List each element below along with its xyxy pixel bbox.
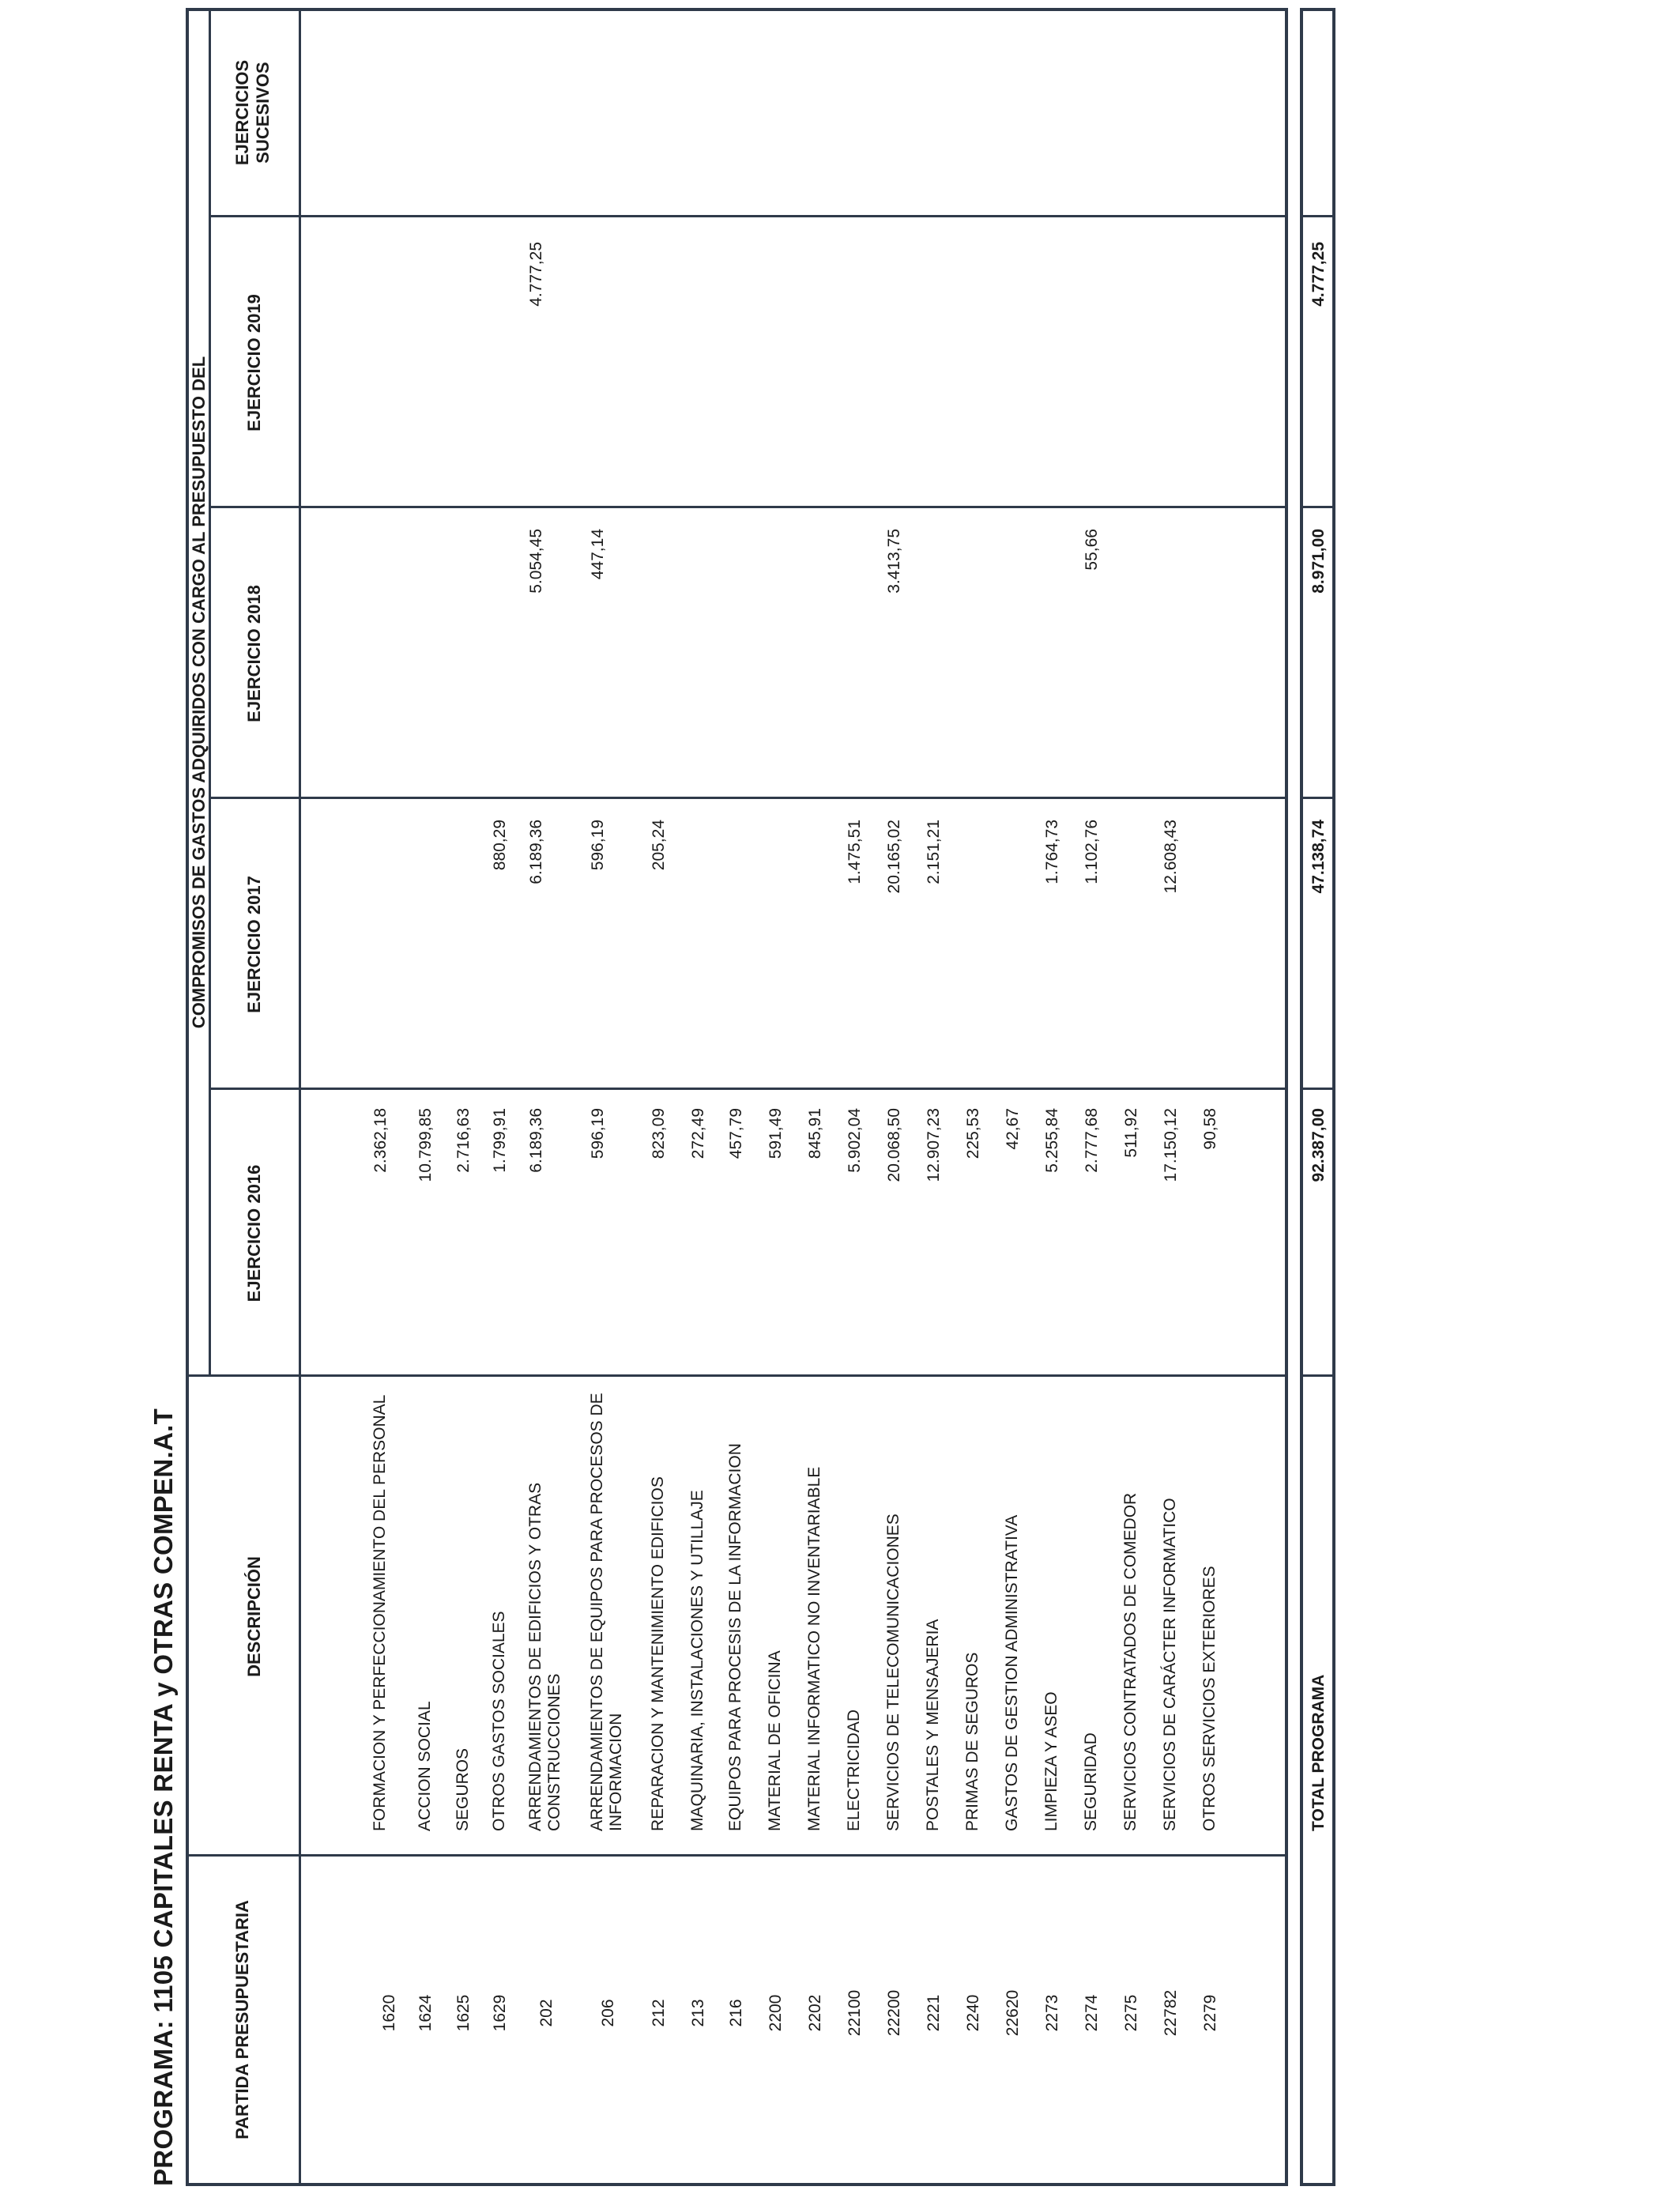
col-sep-2017 — [209, 797, 1286, 799]
header-ejercicios-sucesivos: EJERCICIOS SUCESIVOS — [232, 59, 273, 166]
value-2018: 5.054,45 — [527, 529, 545, 594]
total-2018: 8.971,00 — [1309, 529, 1328, 594]
col-sep-2019 — [209, 215, 1286, 217]
value-2016: 225,53 — [964, 1108, 982, 1159]
value-2017: 1.475,51 — [846, 820, 864, 884]
total-2017: 47.138,74 — [1309, 820, 1328, 894]
descripcion-text: ARRENDAMIENTOS DE EQUIPOS PARA PROCESOS DE INFORMACION — [588, 1393, 625, 1831]
descripcion-text: FORMACION Y PERFECCIONAMIENTO DEL PERSONAL — [371, 1394, 389, 1831]
partida-code: 22782 — [1162, 1989, 1180, 2037]
descripcion-text: ARRENDAMIENTOS DE EDIFICIOS Y OTRAS CONSTRUCCIONES — [526, 1482, 563, 1831]
descripcion-text: ELECTRICIDAD — [845, 1709, 863, 1831]
value-2018: 3.413,75 — [885, 529, 903, 594]
col-sep-2016 — [209, 1088, 1286, 1090]
col-sep-descripcion — [189, 1374, 1286, 1377]
header-ejercicio-2016: EJERCICIO 2016 — [244, 1164, 264, 1302]
header-sep-bottom — [299, 8, 301, 2183]
descripcion-text: MATERIAL INFORMATICO NO INVENTARIABLE — [805, 1466, 823, 1831]
partida-code: 1624 — [416, 1994, 435, 2032]
partida-code: 2274 — [1083, 1994, 1101, 2032]
value-2017: 6.189,36 — [527, 820, 545, 884]
value-2017: 20.165,02 — [885, 820, 903, 894]
value-2016: 90,58 — [1201, 1108, 1219, 1150]
value-2016: 596,19 — [589, 1108, 607, 1159]
value-2017: 1.102,76 — [1083, 820, 1101, 884]
partida-code: 212 — [650, 1999, 668, 2027]
partida-code: 1620 — [380, 1994, 398, 2032]
value-2016: 457,79 — [727, 1108, 745, 1159]
descripcion-text: MAQUINARIA, INSTALACIONES Y UTILLAJE — [688, 1490, 706, 1831]
partida-code: 2279 — [1201, 1994, 1219, 2032]
descripcion-text: MATERIAL DE OFICINA — [766, 1650, 784, 1831]
partida-code: 22100 — [846, 1989, 864, 2037]
header-ejercicio-2017: EJERCICIO 2017 — [244, 876, 264, 1013]
descripcion-text: SERVICIOS DE TELECOMUNICACIONES — [884, 1514, 902, 1831]
descripcion-text: ACCION SOCIAL — [416, 1701, 434, 1831]
total-sep-2018 — [1303, 506, 1333, 508]
value-2017: 1.764,73 — [1043, 820, 1061, 884]
value-2017: 12.608,43 — [1162, 820, 1180, 894]
partida-code: 1625 — [454, 1994, 473, 2032]
total-2016: 92.387,00 — [1309, 1108, 1328, 1182]
partida-code: 216 — [727, 1999, 745, 2027]
partida-code: 2240 — [964, 1994, 982, 2032]
descripcion-text: REPARACION Y MANTENIMIENTO EDIFICIOS — [649, 1476, 667, 1831]
descripcion-text: GASTOS DE GESTION ADMINISTRATIVA — [1003, 1514, 1021, 1831]
descripcion-text: POSTALES Y MENSAJERIA — [924, 1619, 942, 1831]
partida-code: 2275 — [1122, 1994, 1140, 2032]
partida-code: 2202 — [806, 1994, 824, 2032]
descripcion-text: EQUIPOS PARA PROCESIS DE LA INFORMACION — [726, 1443, 744, 1831]
value-2016: 12.907,23 — [925, 1108, 943, 1182]
partida-code: 22200 — [885, 1989, 903, 2037]
program-title: PROGRAMA: 1105 CAPITALES RENTA y OTRAS COMPEN.A.T — [149, 1408, 178, 2186]
partida-code: 1629 — [491, 1994, 509, 2032]
value-2019: 4.777,25 — [527, 242, 545, 307]
value-2016: 17.150,12 — [1162, 1108, 1180, 1182]
descripcion-text: SEGUROS — [454, 1747, 472, 1831]
value-2018: 447,14 — [589, 529, 607, 580]
total-label: TOTAL PROGRAMA — [1309, 1674, 1328, 1831]
value-2016: 6.189,36 — [527, 1108, 545, 1173]
value-2016: 5.255,84 — [1043, 1108, 1061, 1173]
descripcion-text: SERVICIOS CONTRATADOS DE COMEDOR — [1121, 1492, 1139, 1831]
total-sep-2019 — [1303, 215, 1333, 217]
value-2017: 880,29 — [491, 820, 509, 871]
descripcion-text: OTROS GASTOS SOCIALES — [490, 1611, 508, 1831]
value-2017: 2.151,21 — [925, 820, 943, 884]
value-2018: 55,66 — [1083, 529, 1101, 571]
col-sep-2018 — [209, 506, 1286, 508]
value-2016: 5.902,04 — [846, 1108, 864, 1173]
header-ejercicio-2018: EJERCICIO 2018 — [244, 585, 264, 722]
header-compromisos: COMPROMISOS DE GASTOS ADQUIRIDOS CON CARGO AL PRESUPUESTO DEL — [189, 356, 209, 1029]
partida-code: 202 — [537, 1999, 556, 2027]
value-2016: 845,91 — [806, 1108, 824, 1159]
value-2016: 272,49 — [689, 1108, 707, 1159]
partida-code: 22620 — [1004, 1989, 1022, 2037]
descripcion-text: OTROS SERVICIOS EXTERIORES — [1200, 1566, 1219, 1831]
descripcion-text: SEGURIDAD — [1082, 1732, 1100, 1831]
total-row — [1300, 8, 1335, 2186]
col-sep-partida — [189, 1854, 1286, 1857]
total-sep-descripcion — [1303, 1374, 1333, 1377]
total-2019: 4.777,25 — [1309, 242, 1328, 307]
value-2017: 596,19 — [589, 820, 607, 871]
partida-code: 2273 — [1043, 1994, 1061, 2032]
value-2017: 205,24 — [650, 820, 668, 871]
header-descripcion: DESCRIPCIÓN — [244, 1556, 264, 1677]
value-2016: 823,09 — [650, 1108, 668, 1159]
value-2016: 10.799,85 — [416, 1108, 435, 1182]
commitments-table — [186, 8, 1288, 2186]
header-partida: PARTIDA PRESUPUESTARIA — [232, 1900, 252, 2139]
header-ejercicio-2019: EJERCICIO 2019 — [244, 294, 264, 432]
value-2016: 42,67 — [1004, 1108, 1022, 1150]
total-sep-2017 — [1303, 797, 1333, 799]
partida-code: 2221 — [925, 1994, 943, 2032]
partida-code: 213 — [689, 1999, 707, 2027]
value-2016: 2.777,68 — [1083, 1108, 1101, 1173]
value-2016: 2.716,63 — [454, 1108, 473, 1173]
value-2016: 20.068,50 — [885, 1108, 903, 1182]
value-2016: 511,92 — [1122, 1108, 1140, 1158]
partida-code: 2200 — [767, 1994, 785, 2032]
descripcion-text: SERVICIOS DE CARÁCTER INFORMATICO — [1161, 1498, 1179, 1831]
descripcion-text: LIMPIEZA Y ASEO — [1042, 1691, 1060, 1831]
total-sep-2016 — [1303, 1088, 1333, 1090]
value-2016: 591,49 — [767, 1108, 785, 1159]
value-2016: 1.799,91 — [491, 1108, 509, 1173]
partida-code: 206 — [599, 1999, 617, 2027]
value-2016: 2.362,18 — [371, 1108, 390, 1173]
descripcion-text: PRIMAS DE SEGUROS — [963, 1652, 981, 1831]
